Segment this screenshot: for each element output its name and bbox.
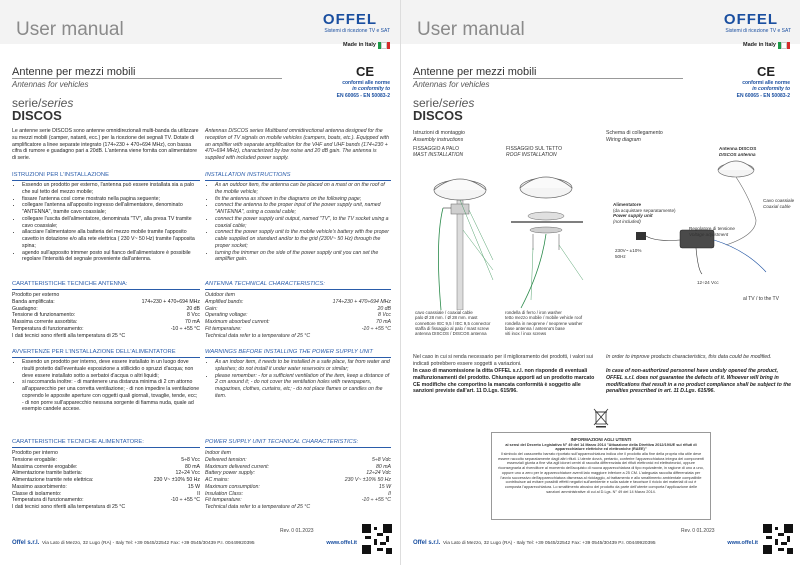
spec-row — [205, 470, 391, 477]
spec-label: Banda amplificata: — [12, 298, 55, 305]
brand-tagline: Sistemi di ricezione TV e SAT — [324, 28, 390, 34]
spec-row — [12, 326, 200, 333]
spec-value: 8 Vcc — [378, 312, 391, 319]
section-heading-psu-en: POWER SUPPLY UNIT TECHNICAL CHARACTERISTICS: — [205, 439, 391, 448]
spec-value: II — [388, 490, 391, 497]
page-footer: Offel s.r.l. Via Lato di Mezzo, 32 Lugo (RA) - Italy Tel: +39 0545/22542 Fax: +39 0545/30439 P.I. 00449920395 www.offel.it — [413, 540, 758, 546]
spec-label: Gain: — [205, 305, 218, 312]
page-header — [401, 0, 800, 44]
data-change-note-en: In order to improve products characteristics, this data could be modified. — [606, 354, 772, 360]
spec-value: 8 Vcc — [187, 312, 200, 319]
intro-it: Le antenne serie DISCOS sono antenne omnidirezionali multi-banda da utilizzare su mezzi mobili (camper, natanti, ecc.) per la ricezione dei segnali TV. Dotate di amplificatore a linee separate integrato (174÷230 + 470÷694 MHz), con bassa cifra di rumore e guadagno pari a 20dB. L'antenna viene fornita con alimentatore di serie. — [12, 128, 199, 161]
spec-value: 230 V~ ±10% 50 Hz — [153, 477, 200, 483]
mast-installation-drawing — [413, 160, 508, 310]
spec-row — [205, 484, 391, 491]
conformity-block: conformi alle norme in conformity to EN 60065 - EN 50083-2 — [336, 80, 390, 99]
spec-value: 70 mA — [185, 319, 200, 325]
spec-row — [12, 306, 200, 313]
spec-label: Alimentazione tramite rete elettrica: — [12, 477, 94, 483]
spec-label: Massimo assorbimento: — [12, 483, 67, 490]
wiring-psu-label: Alimentatore (da acquistare separatamente) Power supply unit (not included) — [613, 202, 676, 224]
wiring-heading: Schema di collegamento Wiring diagram — [606, 130, 663, 143]
section-heading-psu-it: CARATTERISTICHE TECNICHE ALIMENTATORE: — [12, 439, 200, 448]
spec-row — [205, 326, 391, 333]
mast-install-label: FISSAGGIO A PALO MAST INSTALLATION — [413, 146, 464, 158]
spec-value: 20 dB — [186, 305, 200, 312]
spec-value: 174÷230 + 470÷694 MHz — [141, 298, 200, 305]
doc-title-it: Antenne per mezzi mobili — [413, 66, 537, 78]
section-heading-warnings-en: WARNINGS BEFORE INSTALLING THE POWER SUPPLY UNIT — [205, 349, 391, 358]
psu-specs-it: Prodotto per interno Tensione erogabile: 5÷8 Vcc Massima corrente erogabile: 80 mA Alimentazione tramite batteria: 12÷24 Vcc Alimentazione tramite rete elettrica: 230 V~ ±10% 50 Hz Massimo assorbimento: 15 W Classe di isolamento: II Temperatura di funzionamento: -10 ÷ +55 °C I dati tecnici sono riferiti alla temperatura di 25 °C — [12, 450, 200, 510]
brand-tagline: Sistemi di ricezione TV e SAT — [725, 28, 791, 34]
install-list-en: • As an outdoor item, the antenna can be placed on a mast or on the roof of the mobile vehicle; • fix the antenna as shown in the diagrams on the following page; • connect the antenna to the proper input of the power supply unit, named "ANTENNA", using a coaxial cable; • connect the power supply unit output, named "TV", to the TV socket using a coaxial cable; • connect the power supply unit to the mobile vehicle's battery with the proper cable supplied on standard and/or to the grid (230V~ 50 Hz) through the proper socket; • turning the trimmer on the side of the power supply unit you can set the amplifier gain. — [205, 182, 391, 263]
italy-flag-icon — [378, 42, 390, 49]
spec-label: Temperatura di funzionamento: — [12, 497, 84, 504]
model-name: DISCOS — [413, 108, 463, 123]
website-link[interactable]: www.offel.it — [326, 540, 357, 546]
antenna-specs-en: Outdoor item Amplified bands: 174÷230 + 470÷694 MHz Gain: 20 dB Operating voltage: 8 Vcc Maximum absorbed current: 70 mA Fit temperature: -10 ÷ +55 °C Technical data refer to a temperature of 25 °C — [205, 292, 391, 339]
revision-label: Rev. 0 01.2023 — [681, 528, 715, 534]
spec-row — [205, 306, 391, 313]
section-heading-warnings-it: AVVERTENZE PER L'INSTALLAZIONE DELL'ALIMENTATORE — [12, 349, 200, 358]
section-heading-antenna-en: ANTENNA TECHNICAL CHARACTERISTICS: — [205, 281, 391, 290]
spec-value: 20 dB — [377, 305, 391, 312]
spec-label: Alimentazione tramite batteria: — [12, 470, 83, 477]
spec-value: -10 ÷ +55 °C — [361, 325, 391, 332]
spec-value: 12÷24 Vdc — [366, 470, 391, 477]
series-label: serie/series — [413, 96, 475, 110]
spec-label: Fit temperature: — [205, 325, 242, 332]
spec-label: Maximum consumption: — [205, 483, 260, 490]
spec-value: 5÷8 Vcc — [181, 456, 200, 463]
spec-row — [205, 299, 391, 306]
spec-value: II — [197, 490, 200, 497]
document-title: User manual — [417, 19, 525, 40]
spec-row — [12, 299, 200, 306]
spec-value: 230 V~ ±10% 50 Hz — [344, 477, 391, 483]
roof-installation-drawing — [501, 160, 596, 310]
website-link[interactable]: www.offel.it — [727, 540, 758, 546]
wiring-mains-label: 230V~ ±10% 50Hz — [615, 248, 642, 259]
spec-label: Delivered tension: — [205, 456, 247, 463]
tamper-warning-it: In caso di manomissione la ditta OFFEL s.r.l. non risponde di eventuali malfunzionamenti del prodotto. Chiunque apporti ad un prodotto marcato CE modifiche che comportino la mancata conformità è soggetto alle sanzioni previste dall'art. 11 D.Lgs. 615/96. — [413, 368, 595, 395]
offel-logo — [711, 12, 791, 26]
section-heading-install-en: INSTALLATION INSTRUCTIONS — [205, 172, 391, 181]
spec-row — [12, 312, 200, 319]
manual-page-right — [400, 0, 800, 565]
italy-flag-icon — [778, 42, 790, 49]
spec-value: 15 W — [187, 483, 200, 490]
tamper-warning-en: In case of non-authorized personnel have unduly opened the product, OFFEL s.r.l. does not guarantee the defects of it. Whoever will bring in modifications that result in a no product compliance shall be subject to the penalties prescribed in art. 11 D.Lgs. 615/96. — [606, 368, 792, 395]
spec-value: 70 mA — [376, 319, 391, 325]
made-in-label: Made in Italy — [342, 42, 376, 48]
warnings-list-it: • Essendo un prodotto per interno, deve essere installato in un luogo dove risulti protetto dall'eventuale esposizione a stillicidio o spruzzi d'acqua; non deve essere installato sotto a serbatoi d'acqua o altri liquidi; • si raccomanda inoltre: - di mantenere una distanza minima di 2 cm attorno all'apparecchio per una corretta ventilazione; - di non impedire la ventilazione coprendo le apposite aperture con oggetti quali giornali, tovaglie, tende, ecc; - di non porre sull'apparecchio nessuna sorgente di fiamma nuda, quale ad esempio candele accese. — [12, 359, 200, 413]
spec-label: Tensione di funzionamento: — [12, 312, 76, 319]
ce-mark-icon: CE — [757, 64, 776, 79]
spec-row — [12, 464, 200, 471]
offel-logo — [310, 12, 390, 26]
spec-row — [205, 464, 391, 471]
spec-value: -10 ÷ +55 °C — [170, 325, 200, 332]
page-footer: Offel s.r.l. Via Lato di Mezzo, 32 Lugo (RA) - Italy Tel: +39 0545/22542 Fax: +39 0545/30439 P.I. 00449920395 www.offel.it — [12, 540, 357, 546]
spec-row — [205, 497, 391, 504]
document-title: User manual — [16, 19, 124, 40]
spec-row — [205, 312, 391, 319]
spec-row — [12, 497, 200, 504]
page-header — [0, 0, 400, 44]
conformity-block: conformi alle norme in conformity to EN 60065 - EN 50083-2 — [736, 80, 790, 99]
spec-label: Temperatura di funzionamento: — [12, 325, 84, 332]
wiring-cable-label: Cavo coassiale Coaxial cable — [763, 198, 795, 209]
series-label: serie/series — [12, 96, 74, 110]
mast-callouts: cavo coassiale / coaxial cable palo Ø 28 mm. / Ø 28 mm. mast connettore IEC 9,5 / IEC 9,5 connector staffa di fissaggio al palo / mast screw antenna DISCOS / DISCOS antenna — [415, 310, 491, 337]
spec-label: Maximum delivered current: — [205, 463, 270, 470]
wiring-dc-label: 12÷24 Vcc — [697, 280, 719, 285]
brand-text: OFFEL — [723, 12, 779, 26]
weee-info-box: INFORMAZIONI AGLI UTENTI ai sensi del Decreto Legislativo N° 49 del 14 Marzo 2014 "Attuazione della Direttiva 2012/19/UE sui rifiuti di apparecchiature elettriche ed elettroniche (RAEE)" Il simbolo del cassonetto barrato riportato sull'apparecchiatura indica che il prodotto alla fine della propria vita utile deve essere raccolto separatamente dagli altri rifiuti. L'utente dovrà, pertanto, conferire l'apparecchiatura integra dei componenti essenziali giunta a fine vita agli idonei centri di raccolta differenziata dei rifiuti elettronici ed elettrotecnici, oppure riconsegnarla al rivenditore al momento dell'acquisto di nuova apparecchiatura di tipo equivalente, in ragione di uno a uno, oppure uno a zero per le apparecchiature aventi lato maggiore inferiore a 25 CM. L'adeguata raccolta differenziata per l'avvio successivo dell'apparecchiatura dismessa al riciclaggio, al trattamento e allo smaltimento ambientale compatibile contribuisce ad evitare possibili effetti negativi sull'ambiente e sulla salute e favorisce il riciclo dei materiali di cui è composta l'apparecchiatura. Lo smaltimento abusivo del prodotto da parte dell'utente comporta l'applicazione delle sanzioni amministrative di cui al D.Lgs. N° 49 del 14 Marzo 2014. — [491, 432, 711, 520]
spec-label: Fit temperature: — [205, 497, 242, 504]
ce-mark-icon: CE — [356, 64, 375, 79]
spec-row — [205, 491, 391, 498]
antenna-specs-it: Prodotto per esterno Banda amplificata: 174÷230 + 470÷694 MHz Guadagno: 20 dB Tensione di funzionamento: 8 Vcc Massima corrente assorbita: 70 mA Temperatura di funzionamento: -10 ÷ +55 °C I dati tecnici sono riferiti alla temperatura di 25 °C — [12, 292, 200, 339]
wiring-voltage-adjust-label: Regolatore di tensione Voltage adjustment — [689, 226, 735, 237]
made-in-label: Made in Italy — [742, 42, 776, 48]
spec-label: Classe di isolamento: — [12, 490, 62, 497]
spec-label: Amplified bands: — [205, 298, 244, 305]
spec-label: AC mains: — [205, 477, 229, 483]
qr-code-icon — [763, 524, 793, 554]
spec-label: Massima corrente assorbita: — [12, 319, 78, 325]
spec-value: -10 ÷ +55 °C — [170, 497, 200, 504]
psu-specs-en: Indoor item Delivered tension: 5÷8 Vdc Maximum delivered current: 80 mA Battery power supply: 12÷24 Vdc AC mains: 230 V~ ±10% 50 Hz Maximum consumption: 15 W Insulation Class: II Fit temperature: -10 ÷ +55 °C Technical data refer to a temperature of 25 °C — [205, 450, 391, 510]
spec-value: 80 mA — [185, 463, 200, 470]
spec-value: 5÷8 Vdc — [372, 456, 391, 463]
wiring-tv-label: al TV / to the TV — [743, 296, 779, 302]
spec-label: Insulation Class: — [205, 490, 244, 497]
spec-row — [205, 477, 391, 484]
install-list-it: • Essendo un prodotto per esterno, l'antenna può essere installata sia a palo che sul tetto del mezzo mobile; • fissare l'antenna così come mostrato nella pagina seguente; • collegare l'antenna all'apposito ingresso dell'alimentatore, denominato "ANTENNA", tramite cavo coassiale; • collegare l'uscita dell'alimentatore, denominata "TV", alla presa TV tramite cavo coassiale; • allacciare l'alimentatore alla batteria del mezzo mobile tramite l'apposito cavetto in dotazione e/o alla rete elettrica ( 230 V~ 50 Hz) tramite l'apposita spina; • agendo sull'apposito trimmer posto sul fianco dell'alimentatore è possibile regolare l'intensità del segnale proveniente dall'antenna. — [12, 182, 200, 263]
spec-value: 12÷24 Vcc — [175, 470, 200, 477]
roof-install-label: FISSAGGIO SUL TETTO ROOF INSTALLATION — [506, 146, 563, 158]
title-rule — [12, 78, 282, 79]
doc-title-en: Antennas for vehicles — [413, 80, 490, 89]
spec-row — [205, 319, 391, 326]
roof-callouts: rondella di ferro / iron washer tetto mezzo mobile / mobile vehicle roof rondella in neoprene / neoprene washer base antenna / antenna's base viti inox / inox screws — [505, 310, 583, 337]
spec-label: Maximum absorbed current: — [205, 319, 270, 325]
doc-title-it: Antenne per mezzi mobili — [12, 66, 136, 78]
spec-label: Battery power supply: — [205, 470, 255, 477]
spec-label: Operating voltage: — [205, 312, 248, 319]
weee-bin-icon — [593, 408, 609, 428]
model-name: DISCOS — [12, 108, 62, 123]
brand-text: OFFEL — [322, 12, 378, 26]
doc-title-en: Antennas for vehicles — [12, 80, 89, 89]
spec-row — [12, 491, 200, 498]
spec-label: Guadagno: — [12, 305, 38, 312]
spec-value: 174÷230 + 470÷694 MHz — [332, 298, 391, 305]
spec-row — [205, 457, 391, 464]
title-rule — [413, 78, 683, 79]
data-change-note-it: Nel caso in cui si renda necessario per il miglioramento dei prodotti, i valori sui indicati potrebbero essere soggetti a variazioni. — [413, 354, 593, 367]
warnings-list-en: • As an indoor item, it needs to be installed in a safe place, far from water and splashes; do not install it under water reservoirs or similar; • please remember: - for a sufficient ventilation of the item, keep a distance of 2 cm around it; - do not cover the ventilation holes with newspapers, magazines, clothes, curtains, etc; - do not place flames or candles on the item. — [205, 359, 391, 400]
wiring-antenna-label: Antenna DISCOS DISCOS antenna — [719, 146, 757, 157]
revision-label: Rev. 0 01.2023 — [280, 528, 314, 534]
spec-label: Massima corrente erogabile: — [12, 463, 78, 470]
qr-code-icon — [362, 524, 392, 554]
spec-value: -10 ÷ +55 °C — [361, 497, 391, 504]
spec-row — [12, 319, 200, 326]
intro-en: Antennas DISCOS series Multiband omnidirectional antenna designed for the reception of TV signals on mobile vehicles (campers, boats, etc.). Equipped with an amplifier with separate amplification for the VHF and UHF bands (174÷230 + 470÷694 MHz), characterized by low noise and 20 dB gain. The antenna is supplied with included power supply. — [205, 128, 389, 161]
spec-row — [12, 477, 200, 484]
assembly-heading: Istruzioni di montaggio Assembly instructions — [413, 130, 465, 143]
spec-row — [12, 457, 200, 464]
spec-row — [12, 470, 200, 477]
spec-row — [12, 484, 200, 491]
spec-value: 80 mA — [376, 463, 391, 470]
spec-value: 15 W — [378, 483, 391, 490]
spec-label: Tensione erogabile: — [12, 456, 57, 463]
section-heading-antenna-it: CARATTERISTICHE TECNICHE ANTENNA: — [12, 281, 200, 290]
section-heading-install-it: ISTRUZIONI PER L'INSTALLAZIONE — [12, 172, 200, 181]
